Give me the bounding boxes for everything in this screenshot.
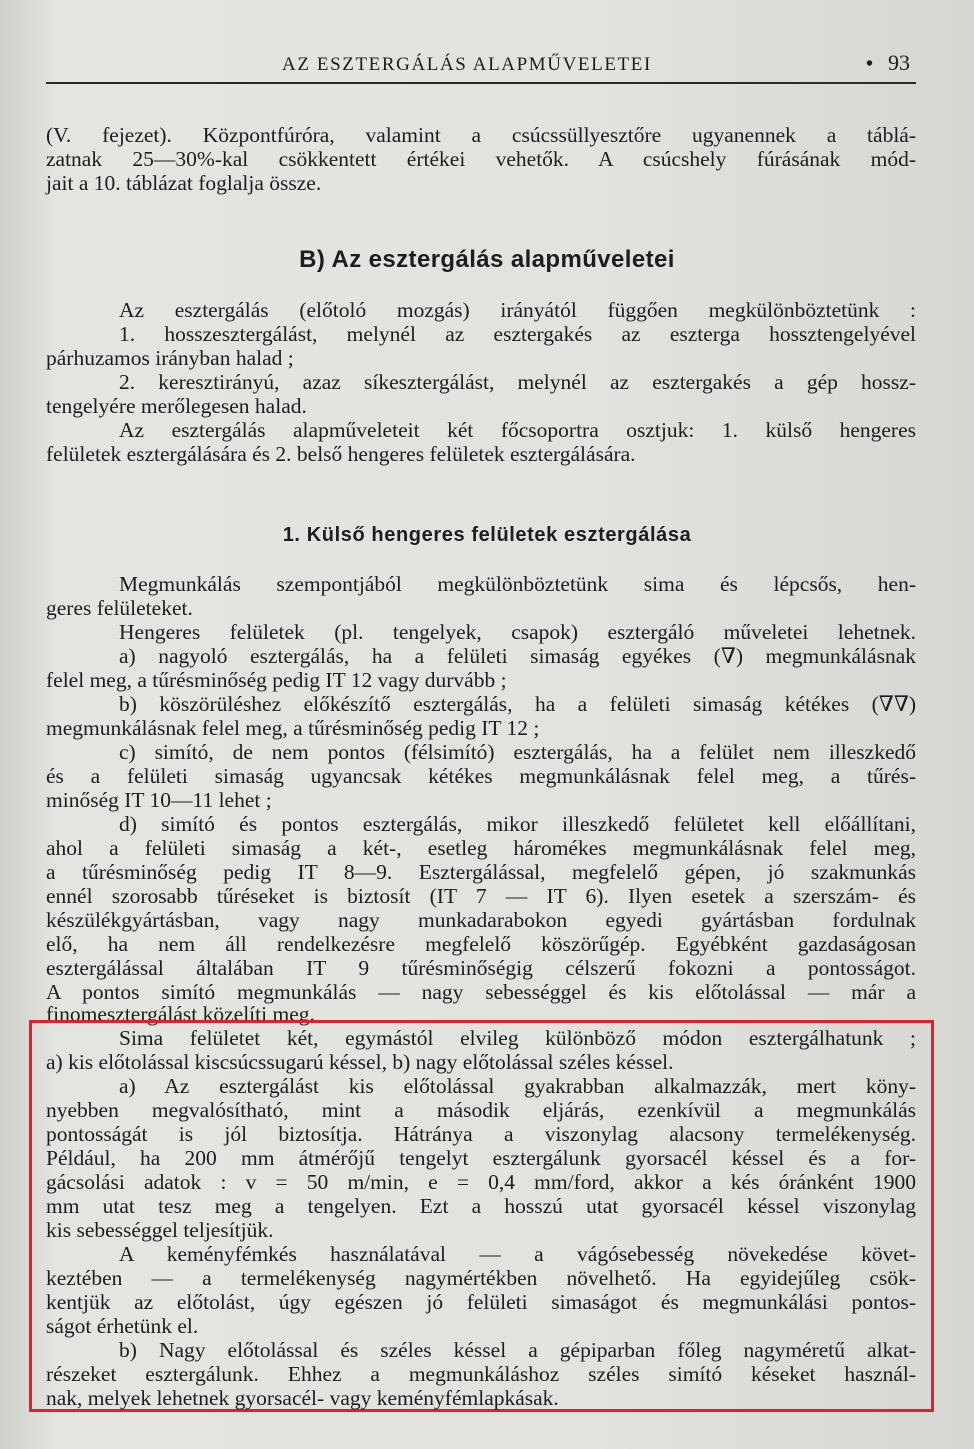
body-line: esztergálással általában IT 9 tűrésminőségig célszerű fokozni a pontosságot. — [46, 956, 916, 980]
boxed-line: Például, ha 200 mm átmérőjű tengelyt esztergálunk gyorsacél késsel és a for- — [46, 1146, 916, 1170]
section-line: Az esztergálás (előtoló mozgás) irányától függően megkülönböztetünk : — [119, 298, 916, 322]
body-line: ahol a felületi simaság a két-, esetleg háromékes megmunkálásnak felel meg, — [46, 836, 916, 860]
boxed-line: Sima felületet két, egymástól elvileg különböző módon esztergálhatunk ; — [119, 1026, 916, 1050]
intro-line: jait a 10. táblázat foglalja össze. — [46, 171, 322, 195]
boxed-line: keztében — a termelékenység nagymértékben növelhető. Ha egyidejűleg csök- — [46, 1266, 916, 1290]
body-line: geres felületeket. — [46, 596, 193, 620]
section-line: 1. hosszesztergálást, melynél az esztergakés az esztergа hossztengelyével — [119, 322, 916, 346]
header-rule — [46, 82, 916, 84]
section-heading: B) Az esztergálás alapműveletei — [299, 246, 675, 273]
boxed-line: gácsolási adatok : v = 50 m/min, e = 0,4 mm/ford, akkor a kés óránként 1900 — [46, 1170, 916, 1194]
body-line: ennél szorosabb tűréseket is biztosít (IT 7 — IT 6). Ilyen esetek a szerszám- és — [46, 884, 916, 908]
body-line: Megmunkálás szempontjából megkülönböztetünk sima és lépcsős, hen- — [119, 572, 916, 596]
body-line: A pontos simító megmunkálás — nagy sebességgel és kis előtolással — már a — [46, 980, 916, 1004]
boxed-line: pontosságát is jól biztosítja. Hátránya a viszonylag alacsony termelékenység. — [46, 1122, 916, 1146]
running-header — [46, 50, 916, 80]
body-line: c) simító, de nem pontos (félsimító) esztergálás, ha a felület nem illeszkedő — [119, 740, 916, 764]
body-line: elő, ha nem áll rendelkezésre megfelelő köszörűgép. Egyébként gazdaságosan — [46, 932, 916, 956]
section-line: tengelyére merőlegesen halad. — [46, 394, 307, 418]
section-line: felületek esztergálására és 2. belső hengeres felületek esztergálására. — [46, 442, 636, 466]
body-line: minőség IT 10—11 lehet ; — [46, 788, 272, 812]
page-number: 93 — [888, 50, 910, 75]
intro-line: (V. fejezet). Központfúróra, valamint a csúcssüllyesztőre ugyanennek a táblá- — [46, 123, 916, 147]
section-line: 2. keresztirányú, azaz síkesztergálást, melynél az esztergakés a gép hossz- — [119, 370, 916, 394]
body-line: finomesztergálást közelíti meg. — [46, 1002, 315, 1026]
body-line: a tűrésminőség pedig IT 8—9. Esztergálással, megfelelő gépen, jó szakmunkás — [46, 860, 916, 884]
boxed-line: A keményfémkés használatával — a vágósebesség növekedése követ- — [119, 1242, 916, 1266]
section-line: Az esztergálás alapműveleteit két főcsoportra osztjuk: 1. külső hengeres — [119, 418, 916, 442]
header-bullet: • — [866, 53, 874, 75]
body-line: Hengeres felületek (pl. tengelyek, csapok) esztergáló műveletei lehetnek. — [119, 620, 916, 644]
body-line: és a felületi simaság ugyancsak kétékes megmunkálásnak felel meg, a tűrés- — [46, 764, 916, 788]
boxed-line: kentjük az előtolást, úgy egészen jó felületi simaságot és megmunkálási pontos- — [46, 1290, 916, 1314]
body-line: felel meg, a tűrésminőség pedig IT 12 vagy durvább ; — [46, 668, 507, 692]
header-title: AZ ESZTERGÁLÁS ALAPMŰVELETEI — [282, 54, 652, 75]
body-line: megmunkálásnak felel meg, a tűrésminőség pedig IT 12 ; — [46, 716, 540, 740]
boxed-line: mm utat tesz meg a tengelyen. Ezt a hosszú utat gyorsacél késsel viszonylag — [46, 1194, 916, 1218]
subsection-heading: 1. Külső hengeres felületek esztergálása — [282, 524, 692, 546]
boxed-line: részeket esztergálunk. Ehhez a megmunkáláshoz széles simító késeket használ- — [46, 1362, 916, 1386]
boxed-line: a) Az esztergálást kis előtolással gyakrabban alkalmazzák, mert köny- — [119, 1074, 916, 1098]
body-line: d) simító és pontos esztergálás, mikor illeszkedő felületet kell előállítani, — [119, 812, 916, 836]
intro-line: zatnak 25—30%-kal csökkentett értékei vehetők. A csúcshely fúrásának mód- — [46, 147, 916, 171]
boxed-line: nak, melyek lehetnek gyorsacél- vagy keményfémlapkásak. — [46, 1386, 559, 1410]
boxed-line: a) kis előtolással kiscsúcssugarú késsel, b) nagy előtolással széles késsel. — [46, 1050, 674, 1074]
boxed-line: ságot érhetünk el. — [46, 1314, 199, 1338]
section-line: párhuzamos irányban halad ; — [46, 346, 294, 370]
boxed-line: b) Nagy előtolással és széles késsel a gépiparban főleg nagyméretű alkat- — [119, 1338, 916, 1362]
boxed-line: kis sebességgel teljesítjük. — [46, 1218, 274, 1242]
body-line: a) nagyoló esztergálás, ha a felületi simaság egyékes (∇) megmunkálásnak — [119, 644, 916, 668]
boxed-line: nyebben megvalósítható, mint a második eljárás, ezenkívül a megmunkálás — [46, 1098, 916, 1122]
body-line: b) köszörüléshez előkészítő esztergálás, ha a felületi simaság kétékes (∇∇) — [119, 692, 916, 716]
body-line: készülékgyártásban, vagy nagy munkadarabokon egyedi gyártásban fordulnak — [46, 908, 916, 932]
